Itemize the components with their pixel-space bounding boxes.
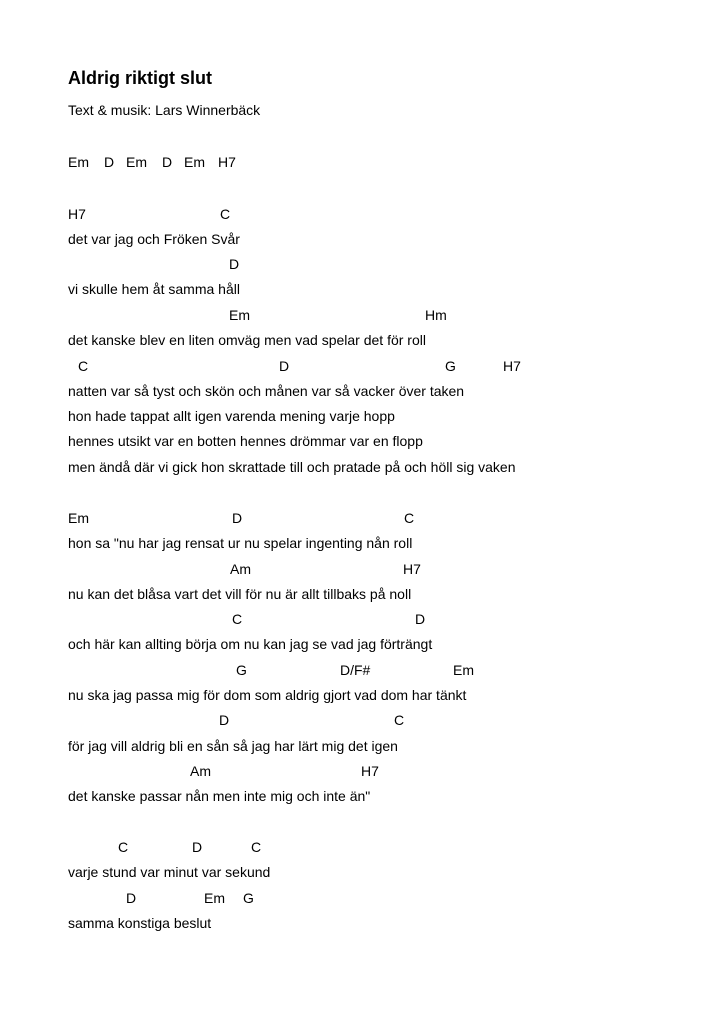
chord: D (279, 358, 290, 374)
lyric-line: för jag vill aldrig bli en sån så jag har lärt mig det igen (68, 738, 398, 754)
chord: Em (229, 307, 250, 323)
lyric-line: det kanske blev en liten omväg men vad spelar det för roll (68, 332, 426, 348)
chord: D/F# (340, 662, 371, 678)
lyric-line: hon sa "nu har jag rensat ur nu spelar ingenting nån roll (68, 535, 413, 551)
chord: H7 (218, 154, 236, 170)
chord: Em (204, 890, 225, 906)
chord: C (251, 839, 262, 855)
chord: C (404, 510, 415, 526)
chord: G (243, 890, 254, 906)
lyric-line: nu kan det blåsa vart det vill för nu är allt tillbaks på noll (68, 586, 412, 602)
chord: D (232, 510, 243, 526)
lyric-line: vi skulle hem åt samma håll (68, 281, 240, 297)
chord: Em (68, 154, 89, 170)
song-title: Aldrig riktigt slut (68, 68, 212, 88)
chord: Em (184, 154, 205, 170)
chord: D (229, 256, 240, 272)
lyric-line: natten var så tyst och skön och månen var så vacker över taken (68, 383, 465, 399)
chord: H7 (68, 206, 86, 222)
chord: G (445, 358, 456, 374)
lyric-line: samma konstiga beslut (68, 915, 212, 931)
chord: H7 (403, 561, 421, 577)
lyric-line: det var jag och Fröken Svår (68, 231, 240, 247)
chord: Em (126, 154, 147, 170)
chord: D (192, 839, 203, 855)
chord: D (219, 712, 230, 728)
chord: C (220, 206, 231, 222)
chord: D (162, 154, 173, 170)
lyric-line: hon hade tappat allt igen varenda mening varje hopp (68, 408, 395, 424)
lyric-line: nu ska jag passa mig för dom som aldrig gjort vad dom har tänkt (68, 687, 467, 703)
chord: D (126, 890, 137, 906)
chord: Em (68, 510, 89, 526)
chord: C (394, 712, 405, 728)
chord: H7 (503, 358, 521, 374)
song-credits: Text & musik: Lars Winnerbäck (68, 102, 261, 118)
lyric-line: men ändå där vi gick hon skrattade till och pratade på och höll sig vaken (68, 459, 516, 475)
chord: Am (190, 763, 211, 779)
chord: D (415, 611, 426, 627)
chord: Hm (425, 307, 447, 323)
chord: C (118, 839, 129, 855)
lyric-line: varje stund var minut var sekund (68, 864, 271, 880)
chord: H7 (361, 763, 379, 779)
chord: C (78, 358, 89, 374)
chord: G (236, 662, 247, 678)
chord: Em (453, 662, 474, 678)
chord: C (232, 611, 243, 627)
lyric-line: det kanske passar nån men inte mig och inte än" (68, 788, 371, 804)
lyric-line: och här kan allting börja om nu kan jag se vad jag förträngt (68, 636, 433, 652)
chord: D (104, 154, 115, 170)
chord: Am (230, 561, 251, 577)
lyric-line: hennes utsikt var en botten hennes drömmar var en flopp (68, 433, 423, 449)
